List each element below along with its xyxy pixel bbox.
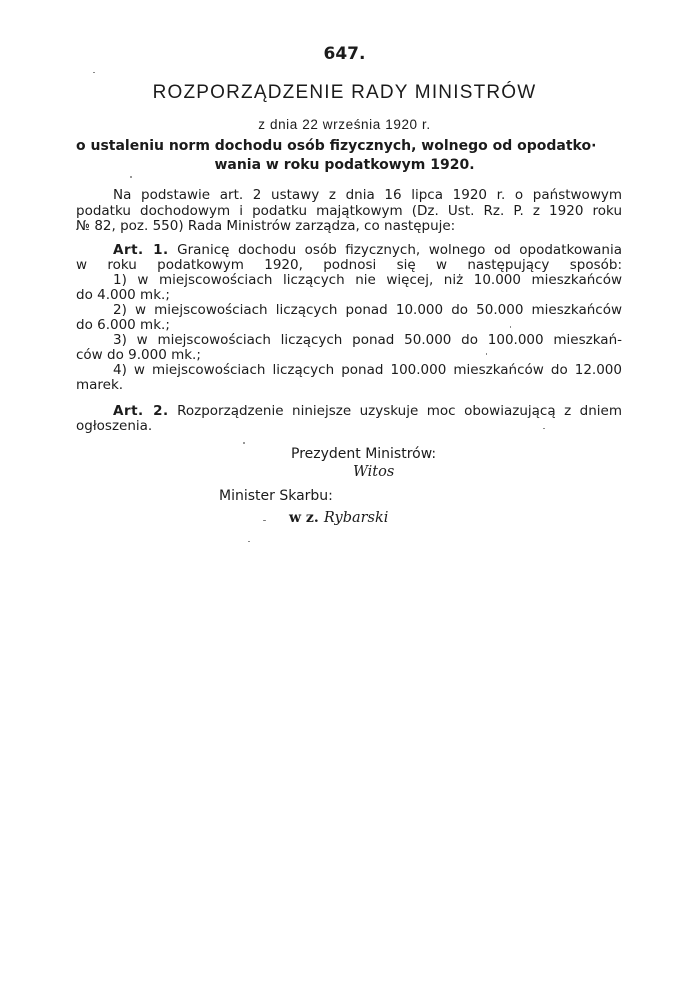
art1-line-2: w roku podatkowym 1920, podnosi się w następujący sposób: xyxy=(76,257,622,273)
finance-minister-signature xyxy=(289,507,388,526)
scan-speck xyxy=(510,326,511,328)
art2-label: Art. 2. xyxy=(113,403,169,419)
art2-line-2: ogłoszenia. xyxy=(76,418,153,434)
page-number: 647. xyxy=(323,44,366,64)
scan-speck xyxy=(248,541,250,542)
finance-minister-name: Rybarski xyxy=(323,510,389,526)
scan-speck xyxy=(263,520,266,521)
art1-item-4: 4) w miejscowościach liczących ponad 100.000 mieszkańców do 12.000 xyxy=(113,362,622,378)
scan-speck xyxy=(543,428,545,429)
preamble-line-1: Na podstawie art. 2 ustawy z dnia 16 lipca 1920 r. o państwowym xyxy=(113,187,622,203)
art1-first-line xyxy=(113,242,622,258)
subject-line-1: o ustaleniu norm dochodu osób fizycznych, wolnego od opodatko· xyxy=(76,138,597,154)
art1-first-line-text: Granicę dochodu osób fizycznych, wolnego od opodatkowania xyxy=(177,242,622,258)
preamble-line-3: № 82, poz. 550) Rada Ministrów zarządza, co następuje: xyxy=(76,218,456,234)
art1-item-4-cont: marek. xyxy=(76,377,124,393)
scan-speck xyxy=(130,176,132,178)
art1-item-2: 2) w miejscowościach liczących ponad 10.000 do 50.000 mieszkańców xyxy=(113,302,622,318)
art1-item-3: 3) w miejscowościach liczących ponad 50.000 do 100.000 mieszkań- xyxy=(113,332,622,348)
art1-item-3-cont: ców do 9.000 mk.; xyxy=(76,347,201,363)
art2-first-line xyxy=(113,403,622,419)
finance-minister-title: Minister Skarbu: xyxy=(219,488,333,504)
art1-item-2-cont: do 6.000 mk.; xyxy=(76,317,170,333)
art2-first-line-text: Rozporządzenie niniejsze uzyskuje moc obowiazującą z dniem xyxy=(177,403,622,419)
art1-item-1: 1) w miejscowościach liczących nie więcej, niż 10.000 mieszkańców xyxy=(113,272,622,288)
finance-minister-prefix: w z. xyxy=(289,510,319,526)
pm-title: Prezydent Ministrów: xyxy=(291,446,437,462)
date-line: z dnia 22 września 1920 r. xyxy=(258,117,431,132)
scan-speck xyxy=(243,442,245,444)
subject-line-2: wania w roku podatkowym 1920. xyxy=(214,157,475,173)
scan-speck xyxy=(93,72,95,73)
scan-speck xyxy=(486,353,487,355)
pm-name: Witos xyxy=(353,464,395,480)
document-title: ROZPORZĄDZENIE RADY MINISTRÓW xyxy=(152,82,537,103)
art1-label: Art. 1. xyxy=(113,242,169,258)
preamble-line-2: podatku dochodowym i podatku majątkowym (Dz. Ust. Rz. P. z 1920 roku xyxy=(76,203,622,219)
art1-item-1-cont: do 4.000 mk.; xyxy=(76,287,170,303)
